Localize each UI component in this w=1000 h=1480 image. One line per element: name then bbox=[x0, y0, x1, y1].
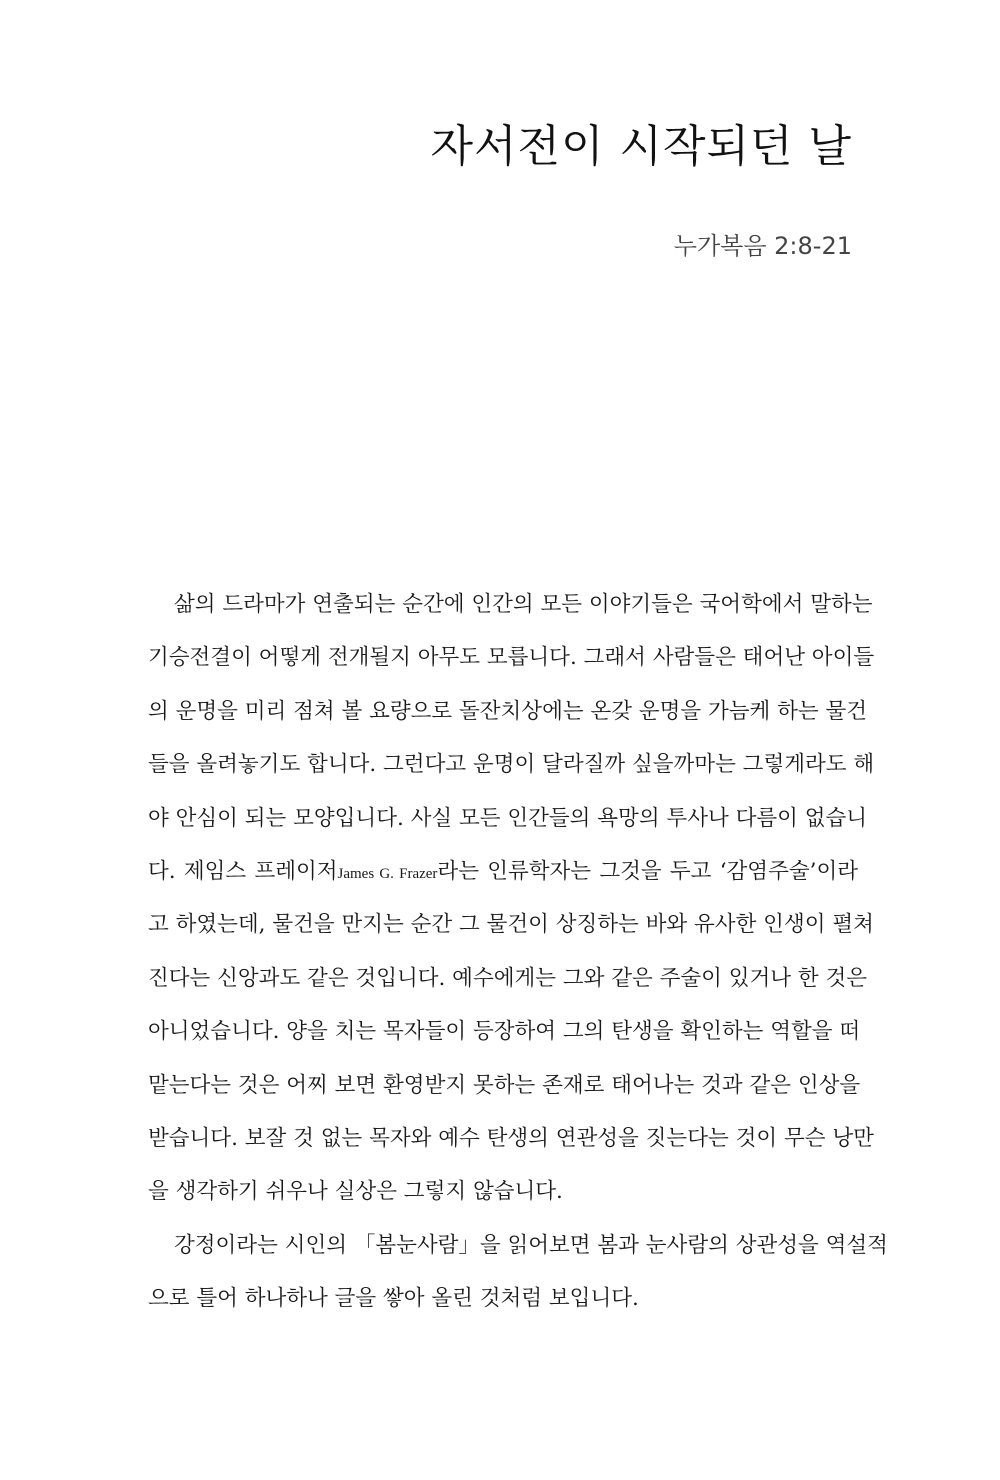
text-line bbox=[148, 845, 858, 898]
text-line: 야 안심이 되는 모양입니다. 사실 모든 인간들의 욕망의 투사나 다름이 없습니 bbox=[148, 805, 868, 831]
text-line: 고 하였는데, 물건을 만지는 순간 그 물건이 상징하는 바와 유사한 인생이 펼쳐 bbox=[148, 912, 874, 938]
text-line: 들을 올려놓기도 합니다. 그런다고 운명이 달라질까 싶을까마는 그렇게라도 해 bbox=[148, 752, 875, 778]
text-line: 강정이라는 시인의 「봄눈사람」을 읽어보면 봄과 눈사람의 상관성을 역설적 bbox=[174, 1232, 888, 1258]
paragraph-1 bbox=[148, 578, 875, 1219]
chapter-title: 자서전이 시작되던 날 bbox=[430, 121, 852, 172]
text-segment: 라는 인류학자는 그것을 두고 ‘감염주술’이라 bbox=[437, 858, 858, 884]
text-segment: 다. 제임스 프레이저 bbox=[148, 858, 338, 884]
scripture-reference: 누가복음 2:8-21 bbox=[673, 232, 852, 260]
text-line: 을 생각하기 쉬우나 실상은 그렇지 않습니다. bbox=[148, 1179, 563, 1205]
text-line: 삶의 드라마가 연출되는 순간에 인간의 모든 이야기들은 국어학에서 말하는 bbox=[174, 592, 873, 617]
author-name-english: James G. Frazer bbox=[337, 865, 438, 882]
paragraph-2 bbox=[148, 1219, 888, 1326]
text-line: 기승전결이 어떻게 전개될지 아무도 모릅니다. 그래서 사람들은 태어난 아이들 bbox=[148, 645, 875, 671]
body-text bbox=[148, 578, 888, 1325]
text-line: 아니었습니다. 양을 치는 목자들이 등장하여 그의 탄생을 확인하는 역할을 떠 bbox=[148, 1019, 861, 1045]
text-line: 의 운명을 미리 점쳐 볼 요량으로 돌잔치상에는 온갖 운명을 가늠케 하는 물건 bbox=[148, 698, 868, 724]
text-line: 으로 틀어 하나하나 글을 쌓아 올린 것처럼 보입니다. bbox=[148, 1286, 639, 1312]
text-line: 받습니다. 보잘 것 없는 목자와 예수 탄생의 연관성을 짓는다는 것이 무슨 낭만 bbox=[148, 1125, 874, 1151]
text-line: 맡는다는 것은 어찌 보면 환영받지 못하는 존재로 태어나는 것과 같은 인상을 bbox=[148, 1072, 861, 1098]
text-line: 진다는 신앙과도 같은 것입니다. 예수에게는 그와 같은 주술이 있거나 한 것은 bbox=[148, 965, 868, 991]
